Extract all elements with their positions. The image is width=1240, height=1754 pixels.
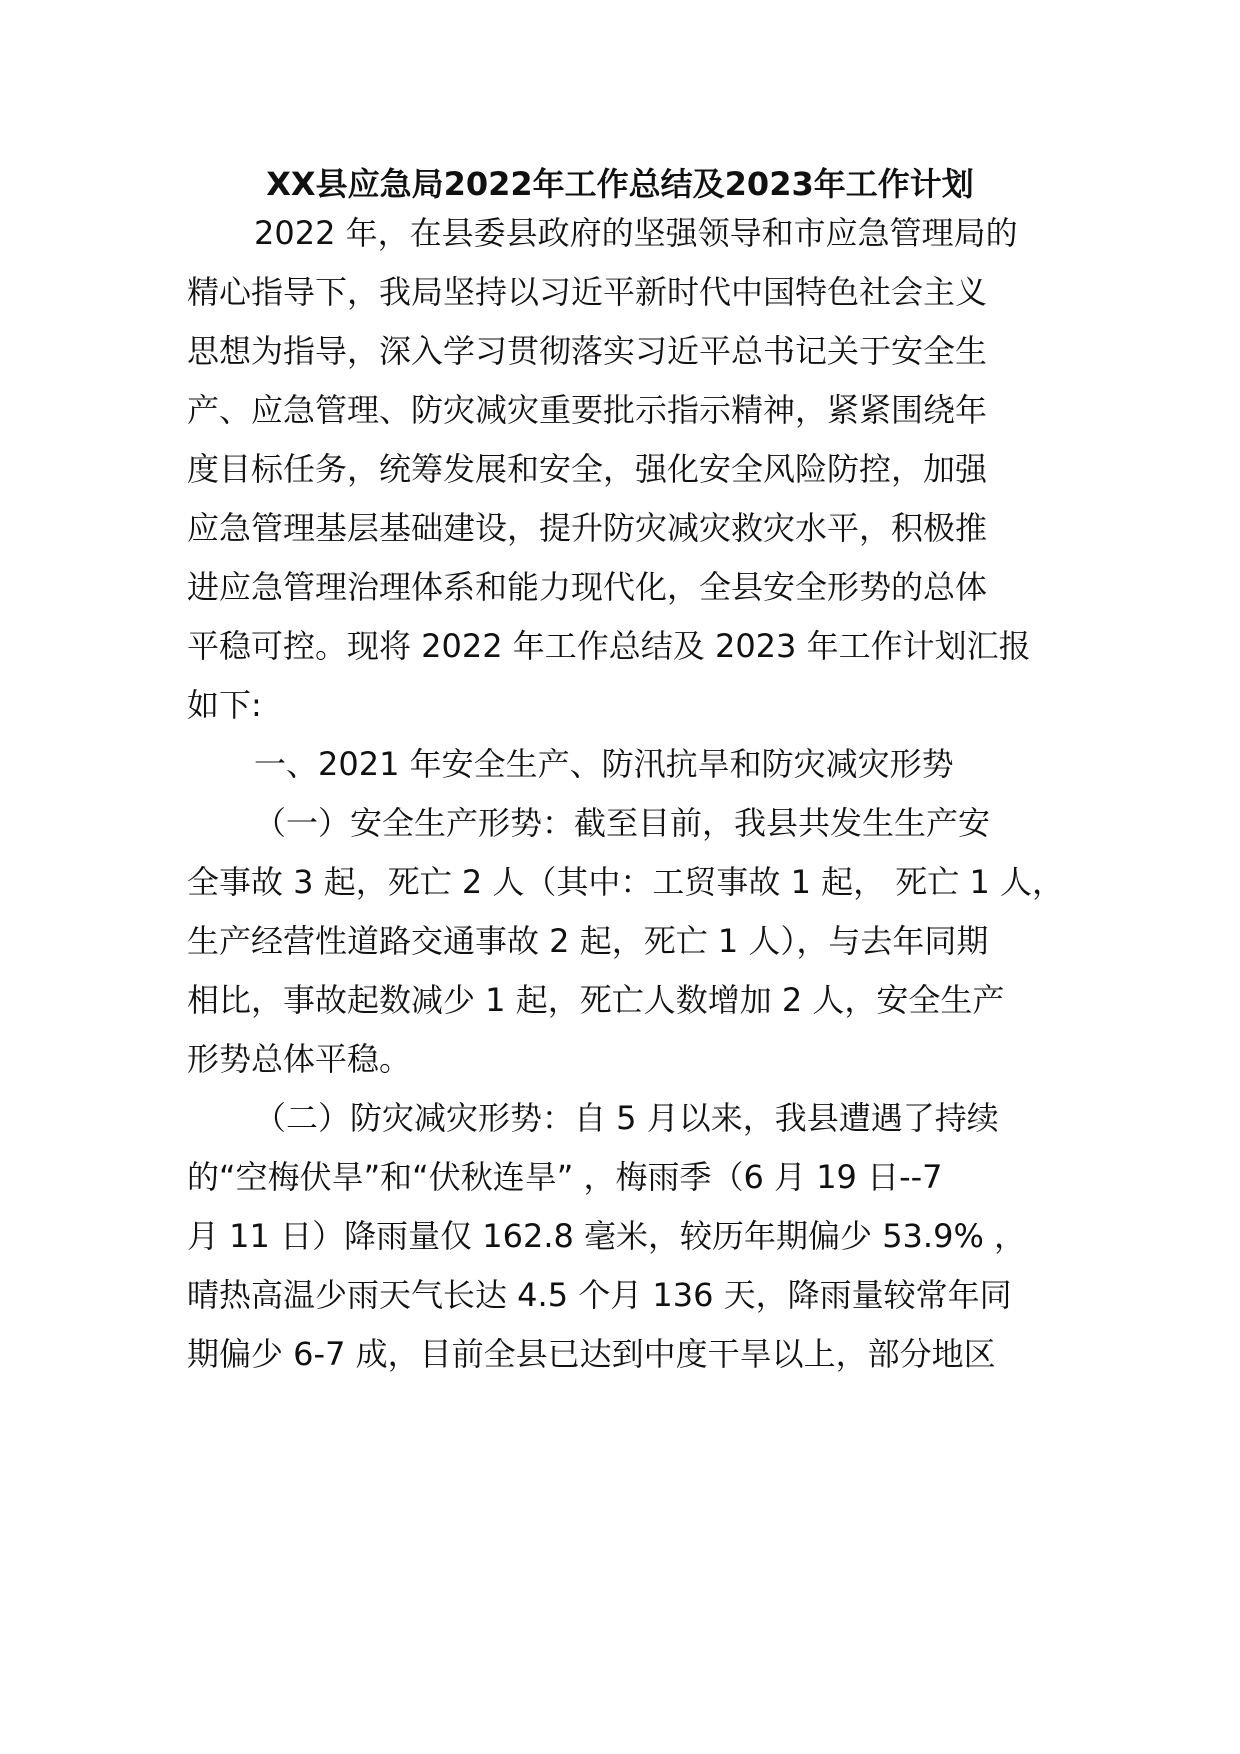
- paragraph-line: （一）安全生产形势：截至目前，我县共发生生产安: [254, 804, 991, 842]
- paragraph-line: 月 11 日）降雨量仅 162.8 毫米，较历年期偏少 53.9% ，: [187, 1217, 1027, 1255]
- paragraph-line: 的“空梅伏旱”和“伏秋连旱” ，梅雨季（6 月 19 日--7: [187, 1158, 943, 1196]
- paragraph-line: （二）防灾减灾形势：自 5 月以来，我县遭遇了持续: [254, 1099, 999, 1137]
- paragraph-line: 全事故 3 起，死亡 2 人（其中：工贸事故 1 起， 死亡 1 人，: [187, 863, 1064, 901]
- paragraph-line: 生产经营性道路交通事故 2 起，死亡 1 人），与去年同期: [187, 922, 989, 960]
- paragraph-line: 相比，事故起数减少 1 起，死亡人数增加 2 人，安全生产: [187, 981, 1005, 1019]
- paragraph-line: 平稳可控。现将 2022 年工作总结及 2023 年工作计划汇报: [187, 627, 1031, 665]
- paragraph-line: 度目标任务，统筹发展和安全，强化安全风险防控，加强: [187, 450, 988, 488]
- paragraph-line: 精心指导下，我局坚持以习近平新时代中国特色社会主义: [187, 273, 988, 311]
- document-title: XX县应急局2022年工作总结及2023年工作计划: [266, 165, 974, 203]
- section-heading: 一、2021 年安全生产、防汛抗旱和防灾减灾形势: [254, 745, 954, 783]
- paragraph-line: 如下:: [187, 686, 262, 724]
- paragraph-line: 产、应急管理、防灾减灾重要批示指示精神，紧紧围绕年: [187, 391, 988, 429]
- paragraph-line: 思想为指导，深入学习贯彻落实习近平总书记关于安全生: [187, 332, 988, 370]
- paragraph-line: 进应急管理治理体系和能力现代化，全县安全形势的总体: [187, 568, 988, 606]
- paragraph-line: 期偏少 6-7 成，目前全县已达到中度干旱以上，部分地区: [187, 1335, 996, 1373]
- paragraph-line: 应急管理基层基础建设，提升防灾减灾救灾水平，积极推: [187, 509, 988, 547]
- paragraph-line: 2022 年，在县委县政府的坚强领导和市应急管理局的: [254, 214, 1018, 252]
- paragraph-line: 形势总体平稳。: [187, 1040, 412, 1078]
- paragraph-line: 晴热高温少雨天气长达 4.5 个月 136 天，降雨量较常年同: [187, 1276, 1012, 1314]
